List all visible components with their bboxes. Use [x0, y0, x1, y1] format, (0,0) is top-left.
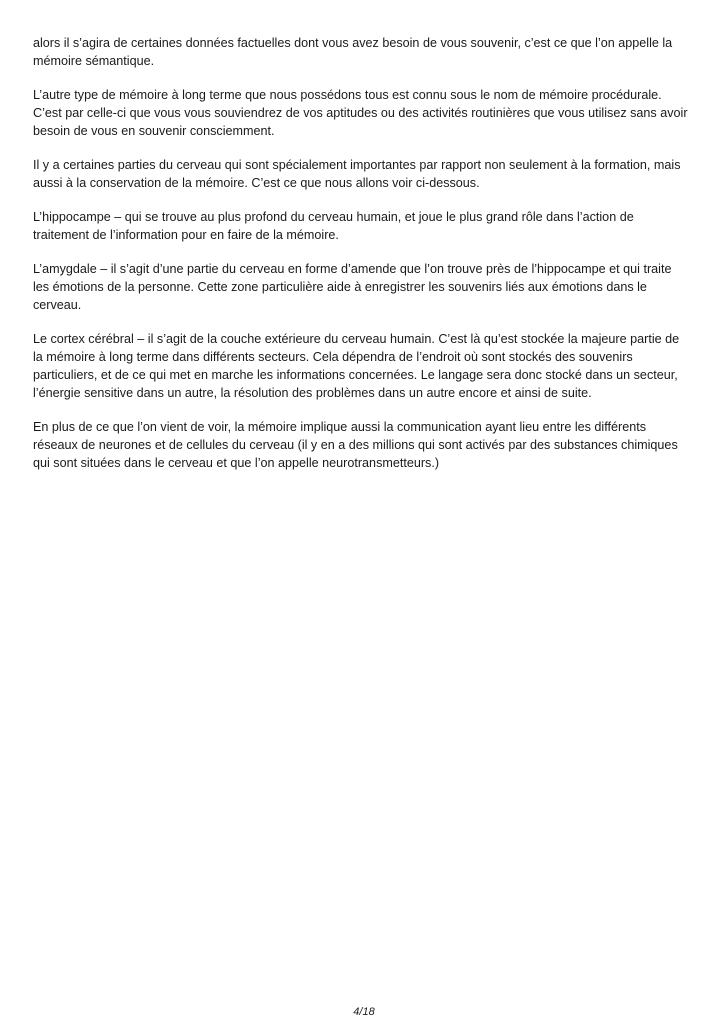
paragraph-brain-parts-intro: Il y a certaines parties du cerveau qui sont spécialement importantes par rapport non seulement à la formation, mais aussi à la conservation de la mémoire. C’est ce que nous allons voir ci-dessous.	[33, 158, 681, 190]
paragraph-hippocampus: L’hippocampe – qui se trouve au plus profond du cerveau humain, et joue le plus grand rôle dans l’action de traitement de l’information pour en faire de la mémoire.	[33, 210, 634, 242]
paragraph-cerebral-cortex: Le cortex cérébral – il s’agit de la couche extérieure du cerveau humain. C’est là qu’est stockée la majeure partie de la mémoire à long terme dans différents secteurs. Cela dépendra de l’endroit où sont stockés des souvenirs particuliers, et de ce qui met en marche les informations concernées. Le langage sera donc stocké dans un secteur, l’énergie sensitive dans un autre, la résolution des problèmes dans un autre encore et ainsi de suite.	[33, 332, 680, 400]
page-number: 4/18	[353, 1006, 375, 1018]
paragraph-semantic-memory: alors il s’agira de certaines données factuelles dont vous avez besoin de vous souvenir, c’est ce que l’on appelle la mémoire sémantique.	[33, 36, 673, 68]
paragraph-amygdala: L’amygdale – il s’agit d’une partie du cerveau en forme d’amende que l’on trouve près de l’hippocampe et qui traite les émotions de la personne. Cette zone particulière aide à enregistrer les souvenirs liés aux émotions dans le cerveau.	[33, 262, 672, 312]
paragraph-neurotransmitters: En plus de ce que l’on vient de voir, la mémoire implique aussi la communication ayant lieu entre les différents réseaux de neurones et de cellules du cerveau (il y en a des millions qui sont activés par des substances chimiques qui sont situées dans le cerveau et que l’on appelle neurotransmetteurs.)	[33, 420, 678, 470]
paragraph-procedural-memory: L’autre type de mémoire à long terme que nous possédons tous est connu sous le nom de mémoire procédurale. C’est par celle-ci que vous vous souviendrez de vos aptitudes ou des activités routinières que vous utilisez sans avoir besoin de vous en souvenir consciemment.	[33, 88, 688, 138]
document-body	[33, 34, 689, 488]
